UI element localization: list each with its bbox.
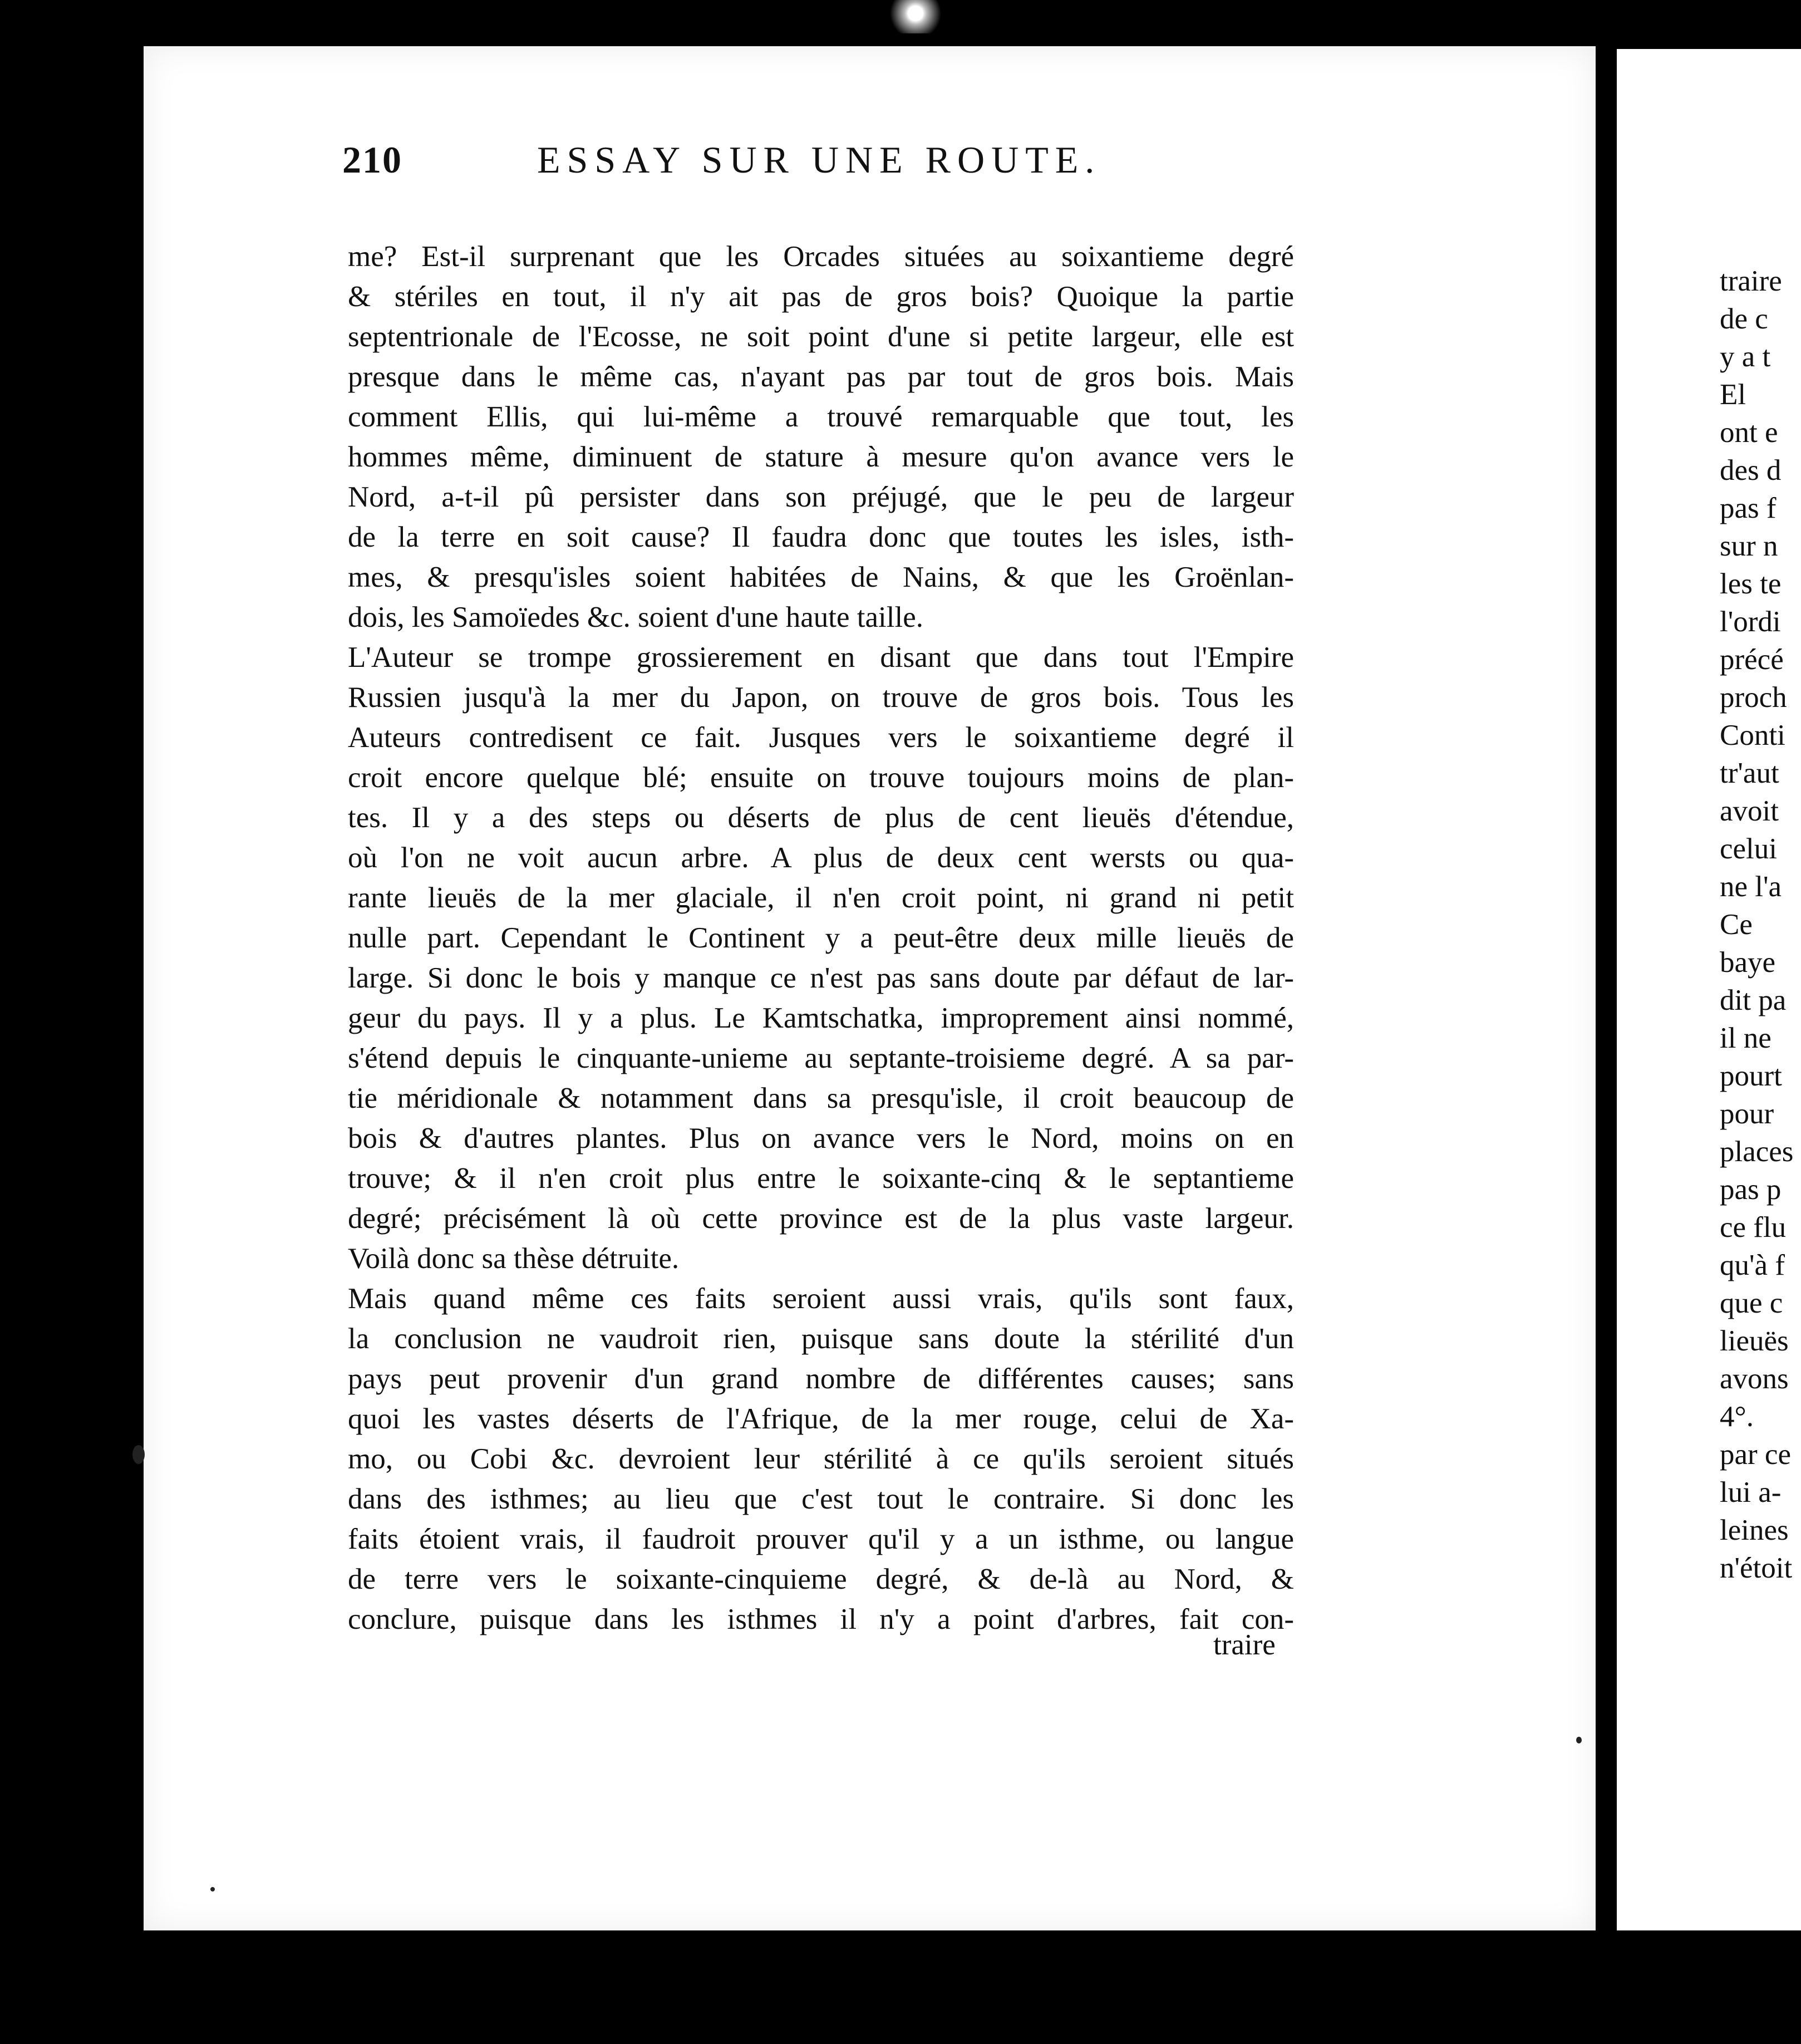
- body-text: [348, 237, 1294, 1639]
- ink-speck: [132, 1445, 145, 1464]
- text-line: large. Si donc le bois y manque ce n'est pas sans doute par défaut de lar-: [348, 962, 1294, 994]
- right-page-line: avons: [1720, 1363, 1789, 1395]
- text-line: où l'on ne voit aucun arbre. A plus de deux cent wersts ou qua-: [348, 842, 1294, 874]
- right-page-line: El: [1720, 379, 1746, 411]
- right-page-line: l'ordi: [1720, 606, 1781, 638]
- right-page-line: leines: [1720, 1514, 1789, 1546]
- right-page-line: pourt: [1720, 1060, 1782, 1092]
- text-line: & stériles en tout, il n'y ait pas de gros bois? Quoique la partie: [348, 281, 1294, 313]
- ink-speck: [210, 1887, 215, 1891]
- text-line: conclure, puisque dans les isthmes il n'y a point d'arbres, fait con-: [348, 1603, 1294, 1635]
- text-line: de terre vers le soixante-cinquieme degré, & de-là au Nord, &: [348, 1563, 1294, 1595]
- right-page-line: lui a-: [1720, 1476, 1782, 1509]
- text-line: septentrionale de l'Ecosse, ne soit point d'une si petite largeur, elle est: [348, 321, 1294, 353]
- right-page-line: pas p: [1720, 1173, 1782, 1206]
- right-page-line: dit pa: [1720, 984, 1787, 1016]
- text-line: Voilà donc sa thèse détruite.: [348, 1242, 680, 1275]
- right-page-line: ce flu: [1720, 1211, 1787, 1244]
- text-line: nulle part. Cependant le Continent y a peut-être deux mille lieuës de: [348, 922, 1294, 954]
- text-line: geur du pays. Il y a plus. Le Kamtschatka, improprement ainsi nommé,: [348, 1002, 1294, 1034]
- right-page-line: Ce: [1720, 908, 1753, 941]
- text-line: quoi les vastes déserts de l'Afrique, de la mer rouge, celui de Xa-: [348, 1403, 1294, 1435]
- right-page-line: de c: [1720, 303, 1768, 335]
- ink-speck: [1576, 1737, 1582, 1743]
- text-line: mes, & presqu'isles soient habitées de Nains, & que les Groënlan-: [348, 561, 1294, 593]
- text-line: tes. Il y a des steps ou déserts de plus de cent lieuës d'étendue,: [348, 802, 1294, 834]
- text-line: trouve; & il n'en croit plus entre le soixante-cinq & le septantieme: [348, 1162, 1294, 1195]
- text-line: Mais quand même ces faits seroient aussi vrais, qu'ils sont faux,: [348, 1283, 1294, 1315]
- right-page-line: pas f: [1720, 492, 1777, 524]
- text-line: comment Ellis, qui lui-même a trouvé remarquable que tout, les: [348, 401, 1294, 433]
- page-number: 210: [342, 139, 402, 181]
- text-line: degré; précisément là où cette province est de la plus vaste largeur.: [348, 1202, 1294, 1235]
- right-page-line: places: [1720, 1136, 1794, 1168]
- right-page-line: n'étoit: [1720, 1552, 1793, 1584]
- text-line: Auteurs contredisent ce fait. Jusques vers le soixantieme degré il: [348, 721, 1294, 754]
- right-page-line: tr'aut: [1720, 757, 1779, 789]
- right-page-line: sur n: [1720, 530, 1778, 562]
- right-page-line: que c: [1720, 1287, 1783, 1319]
- text-line: de la terre en soit cause? Il faudra donc que toutes les isles, isth-: [348, 521, 1294, 553]
- right-page-line: ne l'a: [1720, 871, 1782, 903]
- text-line: s'étend depuis le cinquante-unieme au septante-troisieme degré. A sa par-: [348, 1042, 1294, 1074]
- text-line: pays peut provenir d'un grand nombre de différentes causes; sans: [348, 1363, 1294, 1395]
- text-line: mo, ou Cobi &c. devroient leur stérilité à ce qu'ils seroient situés: [348, 1443, 1294, 1475]
- text-line: rante lieuës de la mer glaciale, il n'en croit point, ni grand ni petit: [348, 882, 1294, 914]
- right-page-line: il ne: [1720, 1022, 1772, 1054]
- binding-thread: [885, 0, 946, 33]
- paragraph-3: [348, 1279, 1294, 1639]
- text-line: croit encore quelque blé; ensuite on trouve toujours moins de plan-: [348, 761, 1294, 794]
- text-line: tie méridionale & notamment dans sa presqu'isle, il croit beaucoup de: [348, 1082, 1294, 1114]
- right-page-line: avoit: [1720, 795, 1779, 827]
- text-line: Russien jusqu'à la mer du Japon, on trouve de gros bois. Tous les: [348, 681, 1294, 714]
- right-page-line: traire: [1720, 265, 1782, 297]
- right-page-line: baye: [1720, 946, 1776, 979]
- text-line: faits étoient vrais, il faudroit prouver qu'il y a un isthme, ou langue: [348, 1523, 1294, 1555]
- right-page-line: les te: [1720, 568, 1782, 600]
- running-title: ESSAY SUR UNE ROUTE.: [537, 139, 1101, 181]
- text-line: bois & d'autres plantes. Plus on avance vers le Nord, moins on en: [348, 1122, 1294, 1154]
- right-page-line: celui: [1720, 833, 1777, 865]
- right-page-line: Conti: [1720, 719, 1785, 751]
- paragraph-1: [348, 237, 1294, 637]
- text-line: hommes même, diminuent de stature à mesure qu'on avance vers le: [348, 441, 1294, 473]
- text-line: me? Est-il surprenant que les Orcades situées au soixantieme degré: [348, 240, 1294, 273]
- right-page-line: y a t: [1720, 341, 1771, 373]
- right-page-line: proch: [1720, 681, 1787, 714]
- right-page-line: pour: [1720, 1098, 1774, 1130]
- running-head: [342, 138, 1300, 199]
- text-line: L'Auteur se trompe grossierement en disant que dans tout l'Empire: [348, 641, 1294, 674]
- right-page-line: par ce: [1720, 1438, 1791, 1471]
- catchword: traire: [1213, 1629, 1276, 1661]
- text-line: dans des isthmes; au lieu que c'est tout le contraire. Si donc les: [348, 1483, 1294, 1515]
- text-line: la conclusion ne vaudroit rien, puisque sans doute la stérilité d'un: [348, 1323, 1294, 1355]
- text-line: dois, les Samoïedes &c. soient d'une haute taille.: [348, 601, 923, 633]
- text-line: Nord, a-t-il pû persister dans son préjugé, que le peu de largeur: [348, 481, 1294, 513]
- right-page-line: lieuës: [1720, 1325, 1789, 1357]
- right-page-line: qu'à f: [1720, 1249, 1785, 1281]
- right-page-line: des d: [1720, 454, 1782, 487]
- right-page-line: précé: [1720, 643, 1784, 676]
- paragraph-2: [348, 637, 1294, 1279]
- right-page-line: ont e: [1720, 416, 1778, 449]
- right-page-line: 4°.: [1720, 1401, 1754, 1433]
- text-line: presque dans le même cas, n'ayant pas par tout de gros bois. Mais: [348, 361, 1294, 393]
